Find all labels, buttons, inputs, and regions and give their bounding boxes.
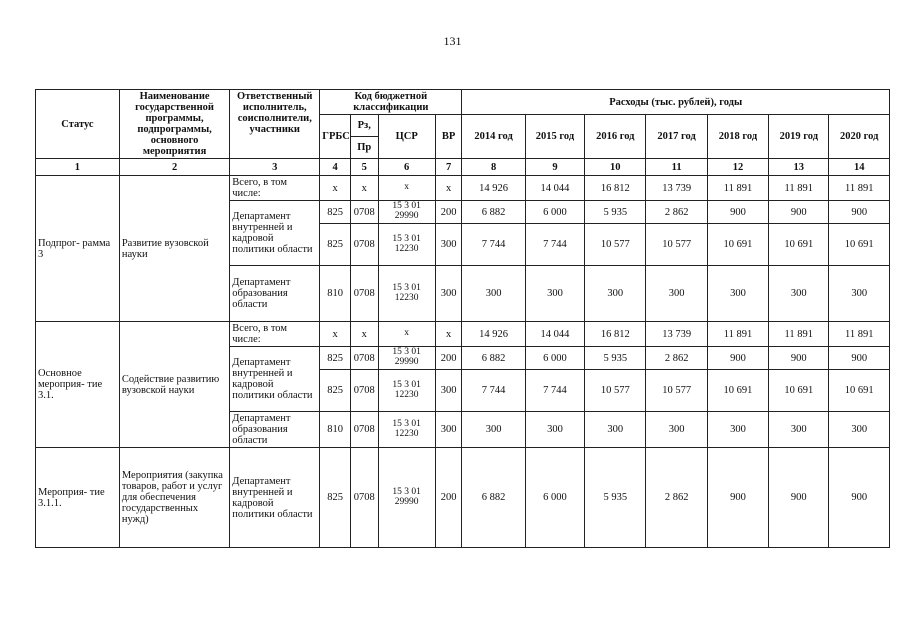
row-value-2020: 11 891 — [829, 322, 890, 347]
row-value-2016: 16 812 — [585, 176, 646, 201]
budget-table — [35, 89, 890, 548]
row-value-2019: 300 — [769, 412, 829, 448]
row-name: Развитие вузовской науки — [119, 176, 229, 322]
row-value-2014: 6 882 — [462, 201, 525, 224]
row-grbs: 825 — [320, 201, 351, 224]
row-name: Мероприятия (закупка товаров, работ и услуг для обеспечения государственных нужд) — [119, 448, 229, 548]
header-csr: ЦСР — [378, 115, 435, 159]
row-value-2014: 14 926 — [462, 322, 525, 347]
row-executor: Департамент внутренней и кадровой политики области — [230, 347, 320, 412]
row-vr: 300 — [435, 266, 462, 322]
column-number-12: 12 — [707, 159, 768, 176]
row-value-2015: 7 744 — [525, 370, 584, 412]
row-vr: 300 — [435, 370, 462, 412]
row-value-2016: 10 577 — [585, 370, 646, 412]
row-value-2017: 2 862 — [646, 347, 707, 370]
row-vr: 300 — [435, 412, 462, 448]
header-executor: Ответственный исполнитель, соисполнители, участники — [230, 90, 320, 159]
row-rz-pr: 0708 — [350, 412, 378, 448]
row-value-2014: 7 744 — [462, 370, 525, 412]
header-year-2020: 2020 год — [829, 115, 890, 159]
column-number-11: 11 — [646, 159, 707, 176]
row-csr: 15 3 01 12230 — [378, 412, 435, 448]
row-value-2019: 11 891 — [769, 176, 829, 201]
row-rz-pr: 0708 — [350, 266, 378, 322]
row-value-2016: 10 577 — [585, 224, 646, 266]
row-vr: 200 — [435, 347, 462, 370]
row-csr: 15 3 01 29990 — [378, 448, 435, 548]
row-value-2015: 6 000 — [525, 347, 584, 370]
row-executor: Всего, в том числе: — [230, 322, 320, 347]
row-value-2019: 900 — [769, 201, 829, 224]
row-value-2016: 16 812 — [585, 322, 646, 347]
row-value-2018: 300 — [707, 412, 768, 448]
column-number-2: 2 — [119, 159, 229, 176]
row-value-2016: 300 — [585, 266, 646, 322]
header-year-2015: 2015 год — [525, 115, 584, 159]
column-number-8: 8 — [462, 159, 525, 176]
header-vr: ВР — [435, 115, 462, 159]
row-grbs: х — [320, 176, 351, 201]
row-rz-pr: х — [350, 322, 378, 347]
column-number-3: 3 — [230, 159, 320, 176]
row-value-2014: 7 744 — [462, 224, 525, 266]
row-executor: Департамент образования области — [230, 412, 320, 448]
row-value-2018: 11 891 — [707, 322, 768, 347]
row-value-2017: 13 739 — [646, 322, 707, 347]
column-number-7: 7 — [435, 159, 462, 176]
row-value-2015: 7 744 — [525, 224, 584, 266]
row-value-2017: 13 739 — [646, 176, 707, 201]
row-csr: 15 3 01 12230 — [378, 224, 435, 266]
row-value-2020: 300 — [829, 266, 890, 322]
page-number: 131 — [443, 34, 462, 48]
row-value-2017: 2 862 — [646, 448, 707, 548]
row-value-2016: 5 935 — [585, 347, 646, 370]
row-executor: Всего, в том числе: — [230, 176, 320, 201]
row-value-2017: 300 — [646, 412, 707, 448]
row-value-2017: 10 577 — [646, 224, 707, 266]
row-value-2015: 300 — [525, 412, 584, 448]
row-csr: 15 3 01 12230 — [378, 370, 435, 412]
row-grbs: 810 — [320, 266, 351, 322]
row-value-2018: 10 691 — [707, 224, 768, 266]
row-rz-pr: 0708 — [350, 370, 378, 412]
row-value-2020: 900 — [829, 448, 890, 548]
row-csr: 15 3 01 12230 — [378, 266, 435, 322]
row-value-2019: 300 — [769, 266, 829, 322]
row-grbs: 825 — [320, 370, 351, 412]
row-grbs: 810 — [320, 412, 351, 448]
header-year-2017: 2017 год — [646, 115, 707, 159]
header-budget-code: Код бюджетной классификации — [320, 90, 462, 115]
column-number-9: 9 — [525, 159, 584, 176]
row-value-2015: 14 044 — [525, 322, 584, 347]
table-row — [36, 448, 890, 548]
row-value-2014: 6 882 — [462, 448, 525, 548]
row-vr: 200 — [435, 448, 462, 548]
column-number-4: 4 — [320, 159, 351, 176]
row-status: Мероприя- тие 3.1.1. — [36, 448, 120, 548]
row-value-2018: 300 — [707, 266, 768, 322]
header-year-2018: 2018 год — [707, 115, 768, 159]
row-value-2015: 14 044 — [525, 176, 584, 201]
header-status: Статус — [36, 90, 120, 159]
row-executor: Департамент образования области — [230, 266, 320, 322]
row-value-2020: 300 — [829, 412, 890, 448]
table-row — [36, 322, 890, 347]
row-grbs: 825 — [320, 448, 351, 548]
row-value-2014: 300 — [462, 412, 525, 448]
row-value-2019: 10 691 — [769, 224, 829, 266]
header-pr: Пр — [350, 137, 378, 159]
row-grbs: х — [320, 322, 351, 347]
row-csr: 15 3 01 29990 — [378, 347, 435, 370]
row-value-2020: 10 691 — [829, 370, 890, 412]
column-number-13: 13 — [769, 159, 829, 176]
header-name: Наименование государственной программы, подпрограммы, основного мероприятия — [119, 90, 229, 159]
row-value-2014: 6 882 — [462, 347, 525, 370]
row-value-2016: 5 935 — [585, 448, 646, 548]
header-grbs: ГРБС — [320, 115, 351, 159]
row-value-2019: 900 — [769, 347, 829, 370]
row-vr: х — [435, 322, 462, 347]
row-value-2019: 10 691 — [769, 370, 829, 412]
row-vr: 200 — [435, 201, 462, 224]
header-year-2014: 2014 год — [462, 115, 525, 159]
row-value-2018: 10 691 — [707, 370, 768, 412]
column-number-10: 10 — [585, 159, 646, 176]
column-number-1: 1 — [36, 159, 120, 176]
row-value-2016: 5 935 — [585, 201, 646, 224]
row-rz-pr: 0708 — [350, 224, 378, 266]
row-vr: 300 — [435, 224, 462, 266]
row-value-2020: 900 — [829, 347, 890, 370]
row-value-2014: 300 — [462, 266, 525, 322]
row-status: Подпрог- рамма 3 — [36, 176, 120, 322]
row-value-2018: 900 — [707, 448, 768, 548]
column-number-14: 14 — [829, 159, 890, 176]
row-name: Содействие развитию вузовской науки — [119, 322, 229, 448]
row-value-2015: 300 — [525, 266, 584, 322]
table-row — [36, 176, 890, 201]
row-csr: х — [378, 322, 435, 347]
header-year-2016: 2016 год — [585, 115, 646, 159]
row-executor: Департамент внутренней и кадровой политики области — [230, 448, 320, 548]
row-value-2016: 300 — [585, 412, 646, 448]
row-executor: Департамент внутренней и кадровой политики области — [230, 201, 320, 266]
row-value-2018: 900 — [707, 347, 768, 370]
header-year-2019: 2019 год — [769, 115, 829, 159]
row-rz-pr: 0708 — [350, 201, 378, 224]
row-rz-pr: 0708 — [350, 448, 378, 548]
row-csr: 15 3 01 29990 — [378, 201, 435, 224]
table-body — [36, 159, 890, 548]
row-value-2020: 11 891 — [829, 176, 890, 201]
row-value-2018: 11 891 — [707, 176, 768, 201]
row-rz-pr: х — [350, 176, 378, 201]
row-vr: х — [435, 176, 462, 201]
row-value-2015: 6 000 — [525, 201, 584, 224]
column-number-6: 6 — [378, 159, 435, 176]
row-status: Основное мероприя- тие 3.1. — [36, 322, 120, 448]
row-rz-pr: 0708 — [350, 347, 378, 370]
row-value-2019: 11 891 — [769, 322, 829, 347]
row-grbs: 825 — [320, 224, 351, 266]
row-value-2019: 900 — [769, 448, 829, 548]
row-value-2017: 2 862 — [646, 201, 707, 224]
row-value-2017: 300 — [646, 266, 707, 322]
header-rz: Рз, — [350, 115, 378, 137]
row-value-2017: 10 577 — [646, 370, 707, 412]
row-value-2020: 10 691 — [829, 224, 890, 266]
row-grbs: 825 — [320, 347, 351, 370]
row-value-2018: 900 — [707, 201, 768, 224]
column-number-5: 5 — [350, 159, 378, 176]
column-number-row — [36, 159, 890, 176]
header-expenses: Расходы (тыс. рублей), годы — [462, 90, 890, 115]
row-value-2020: 900 — [829, 201, 890, 224]
row-value-2014: 14 926 — [462, 176, 525, 201]
row-csr: х — [378, 176, 435, 201]
row-value-2015: 6 000 — [525, 448, 584, 548]
